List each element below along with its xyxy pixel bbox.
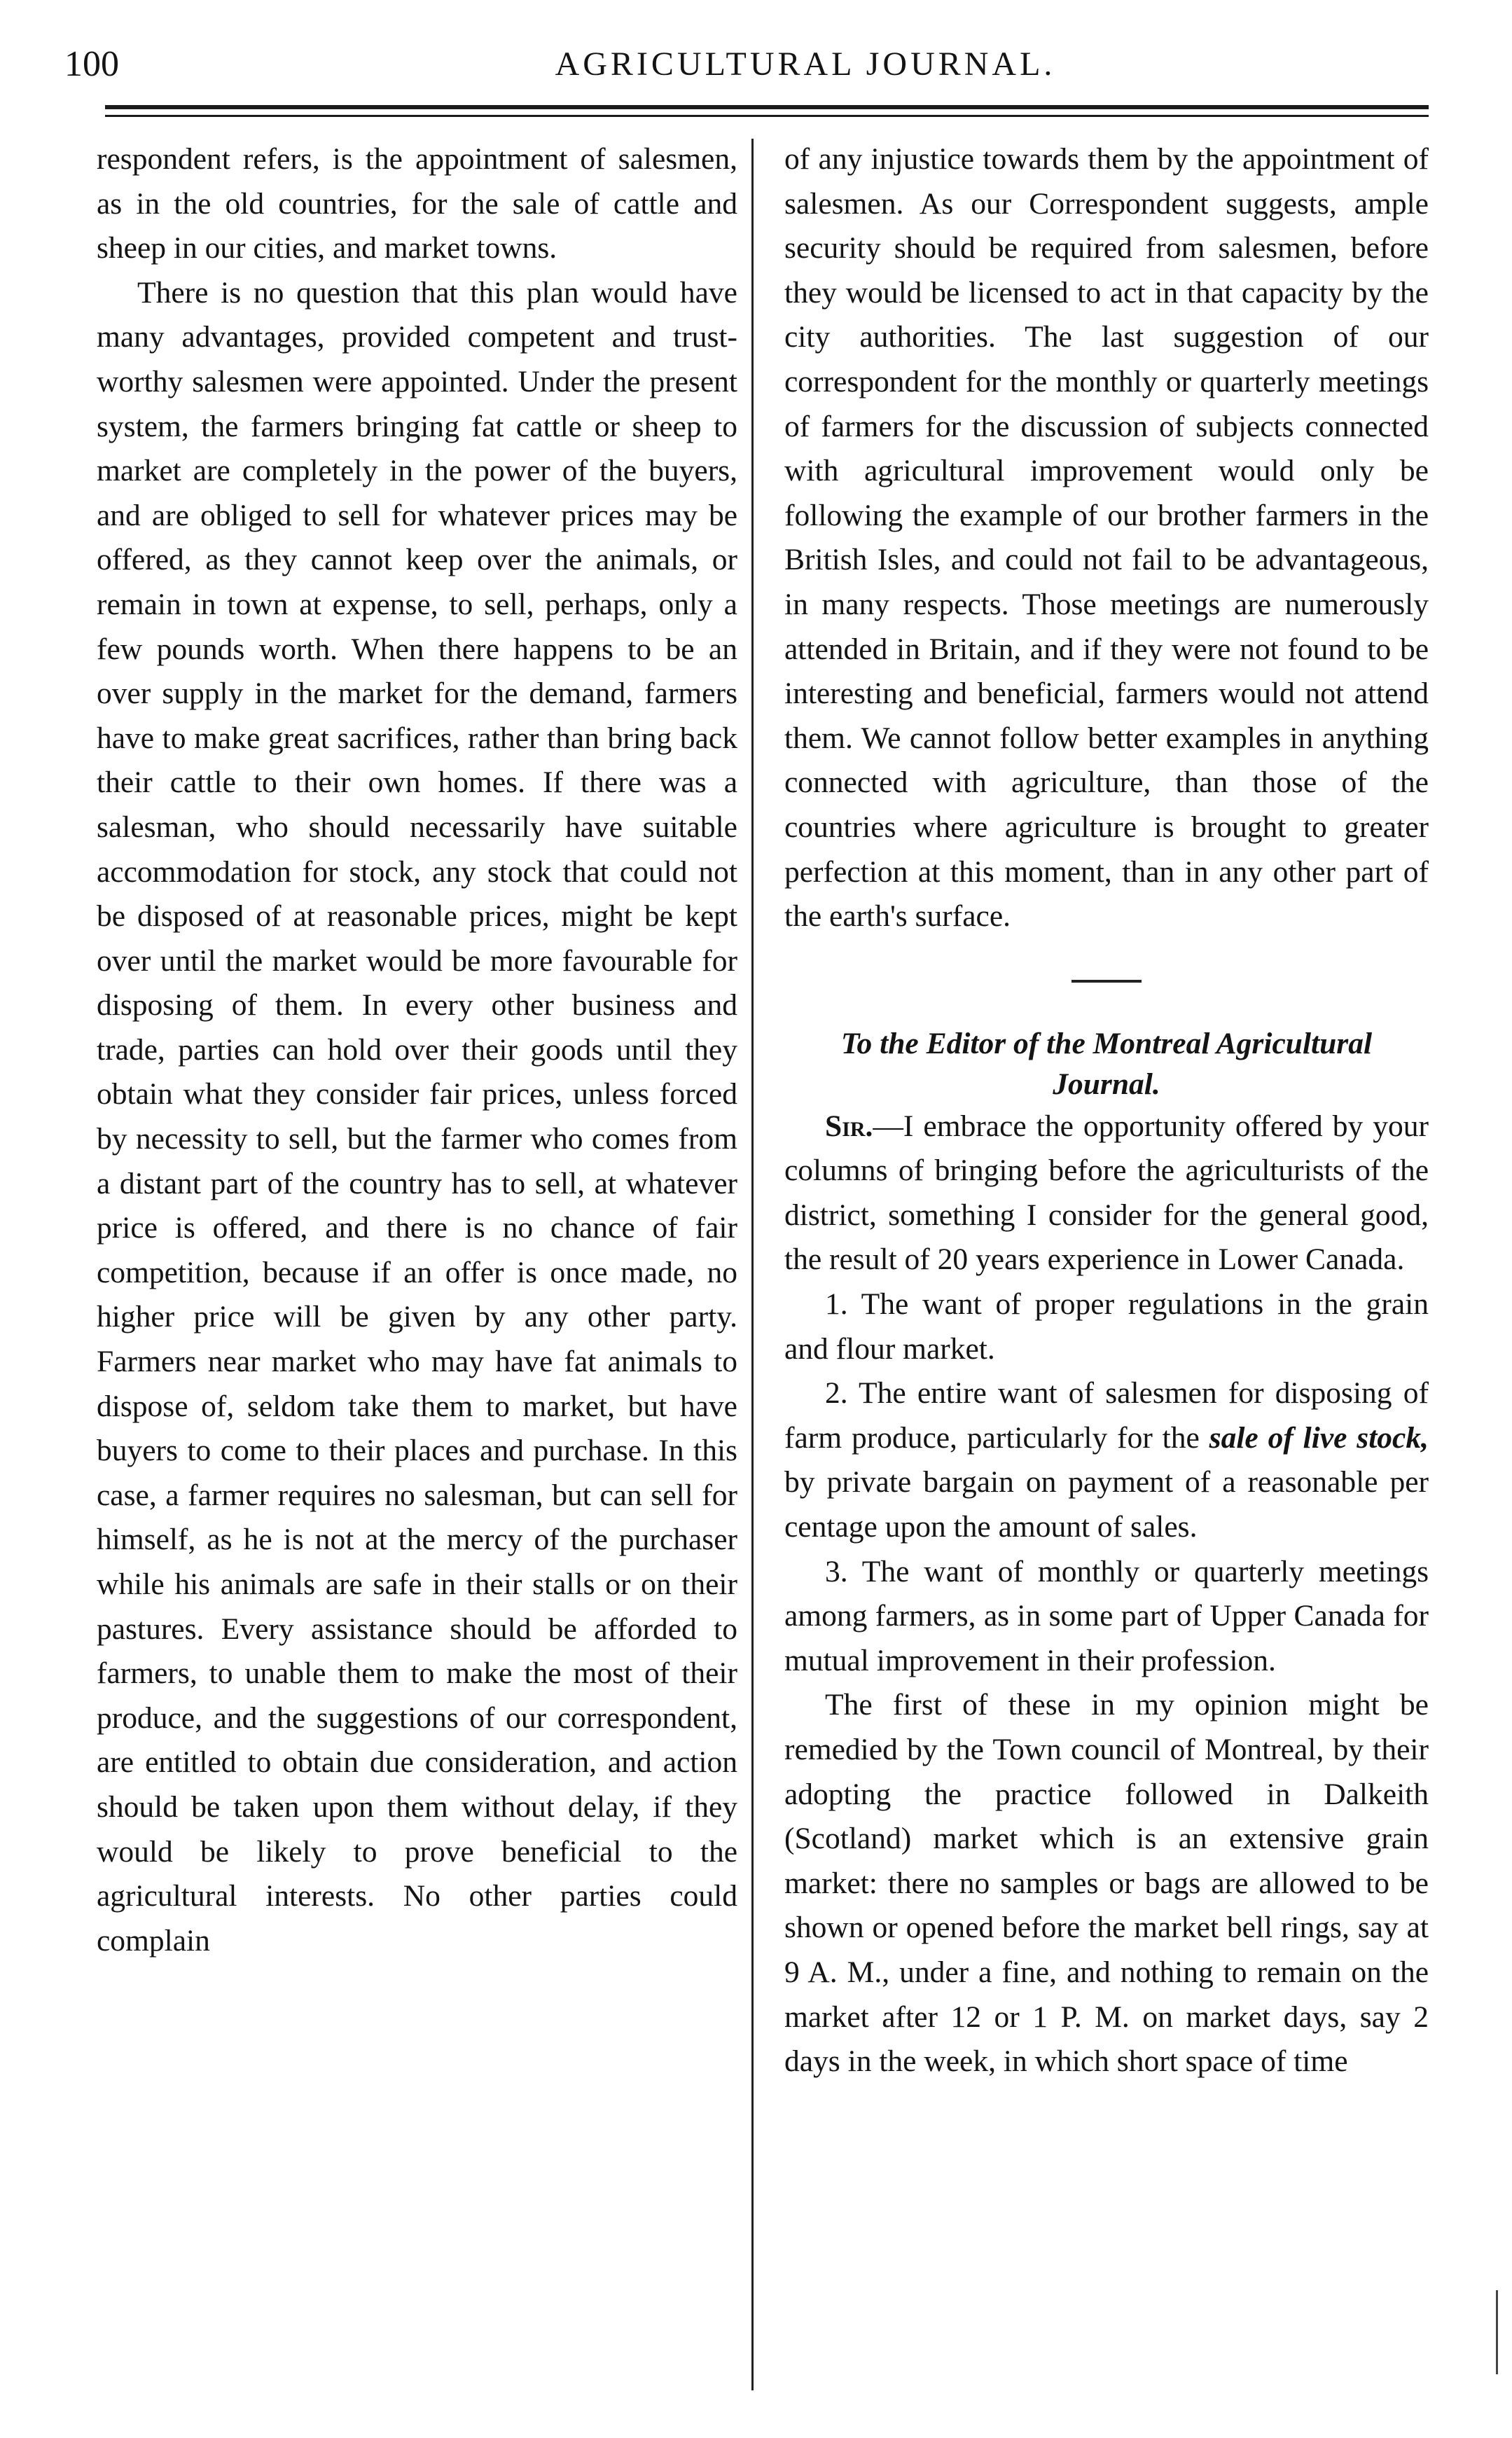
letter-heading-line-1: To the Editor of the Montreal Agricultural — [840, 1026, 1373, 1060]
list-item-2-text-a: 2. The entire want of salesmen for disposing of farm produce, particularly for the — [784, 1376, 1429, 1455]
header-rule-thin — [105, 115, 1429, 117]
section-separator — [1071, 980, 1142, 983]
letter-heading — [784, 1023, 1429, 1104]
right-column — [784, 137, 1429, 2084]
list-item-2-text-b: by private bargain on payment of a reasonable per centage upon the amount of sales. — [784, 1465, 1429, 1544]
letter-intro — [784, 1104, 1429, 1282]
list-item-2-emphasis: sale of live stock, — [1209, 1420, 1429, 1455]
running-title: AGRICULTURAL JOURNAL. — [555, 46, 1056, 83]
right-paragraph-last: The first of these in my opinion might be remedied by the Town council of Montreal, by their adopting the practice followed in Dalkeith (Scotland) market which is an extensive grain market: there no samples or bags are allowed to be shown or opened before the market bell rings, say at 9 A. M., under a fine, and nothing to remain on the market after 12 or 1 P. M. on market days, say 2 days in the week, in which short space of time — [784, 1688, 1429, 2079]
right-paragraph-1: of any injustice towards them by the appointment of salesmen. As our Correspondent suggests, ample security should be required from salesmen, before they would be licensed to act in that capacity by the city authorities. The last suggestion of our correspondent for the monthly or quarterly meetings of farmers for the discussion of subjects connected with agricultural improvement would only be following the example of our brother farmers in the British Isles, and could not fail to be advantageous, in many respects. Those meetings are numerously attended in Britain, and if they were not found to be interesting and beneficial, farmers would not attend them. We cannot follow better examples in anything connected with agriculture, than those of the countries where agriculture is brought to greater perfection at this moment, than in any other part of the earth's surface. — [784, 142, 1429, 934]
left-paragraph-1: respondent refers, is the appointment of salesmen, as in the old countries, for the sale of cattle and sheep in our cities, and market towns. — [97, 142, 737, 265]
left-column — [97, 137, 737, 1963]
letter-intro-text: —I embrace the opportunity offered by your columns of bringing before the agriculturists of the district, something I consider for the general good, the result of 20 years experience in Lower Canada. — [784, 1109, 1429, 1277]
salutation: Sir. — [825, 1109, 873, 1143]
letter-heading-line-2: Journal. — [1053, 1067, 1160, 1101]
header-rule-thick — [105, 105, 1429, 109]
list-item-3: 3. The want of monthly or quarterly meetings among farmers, as in some part of Upper Canada for mutual improvement in their profession. — [784, 1554, 1429, 1677]
list-item-2 — [784, 1371, 1429, 1549]
left-paragraph-2: There is no question that this plan would have many advantages, provided competent and trust-worthy salesmen were appointed. Under the present system, the farmers bringing fat cattle or sheep to market are completely in the power of the buyers, and are obliged to sell for whatever prices may be offered, as they cannot keep over the animals, or remain in town at expense, to sell, perhaps, only a few pounds worth. When there happens to be an over supply in the market for the demand, farmers have to make great sacrifices, rather than bring back their cattle to their own homes. If there was a salesman, who should necessarily have suitable accommodation for stock, any stock that could not be disposed of at reasonable prices, might be kept over until the market would be more favourable for disposing of them. In every other business and trade, parties can hold over their goods until they obtain what they consider fair prices, unless forced by necessity to sell, but the farmer who comes from a distant part of the country has to sell, at whatever price is offered, and there is no chance of fair competition, because if an offer is once made, no higher price will be given by any other party. Farmers near market who may have fat animals to dispose of, seldom take them to market, but have buyers to come to their places and purchase. In this case, a farmer requires no salesman, but can sell for himself, as he is not at the mercy of the purchaser while his animals are safe in their stalls or on their pastures. Every assistance should be afforded to farmers, to unable them to make the most of their produce, and the suggestions of our correspondent, are entitled to obtain due consideration, and action should be taken upon them without delay, if they would be likely to prove beneficial to the agricultural interests. No other parties could complain — [97, 275, 737, 1958]
list-item-1: 1. The want of proper regulations in the grain and flour market. — [784, 1287, 1429, 1366]
column-divider — [751, 139, 754, 2390]
page-edge-mark — [1496, 2290, 1498, 2374]
page-number: 100 — [64, 44, 119, 84]
